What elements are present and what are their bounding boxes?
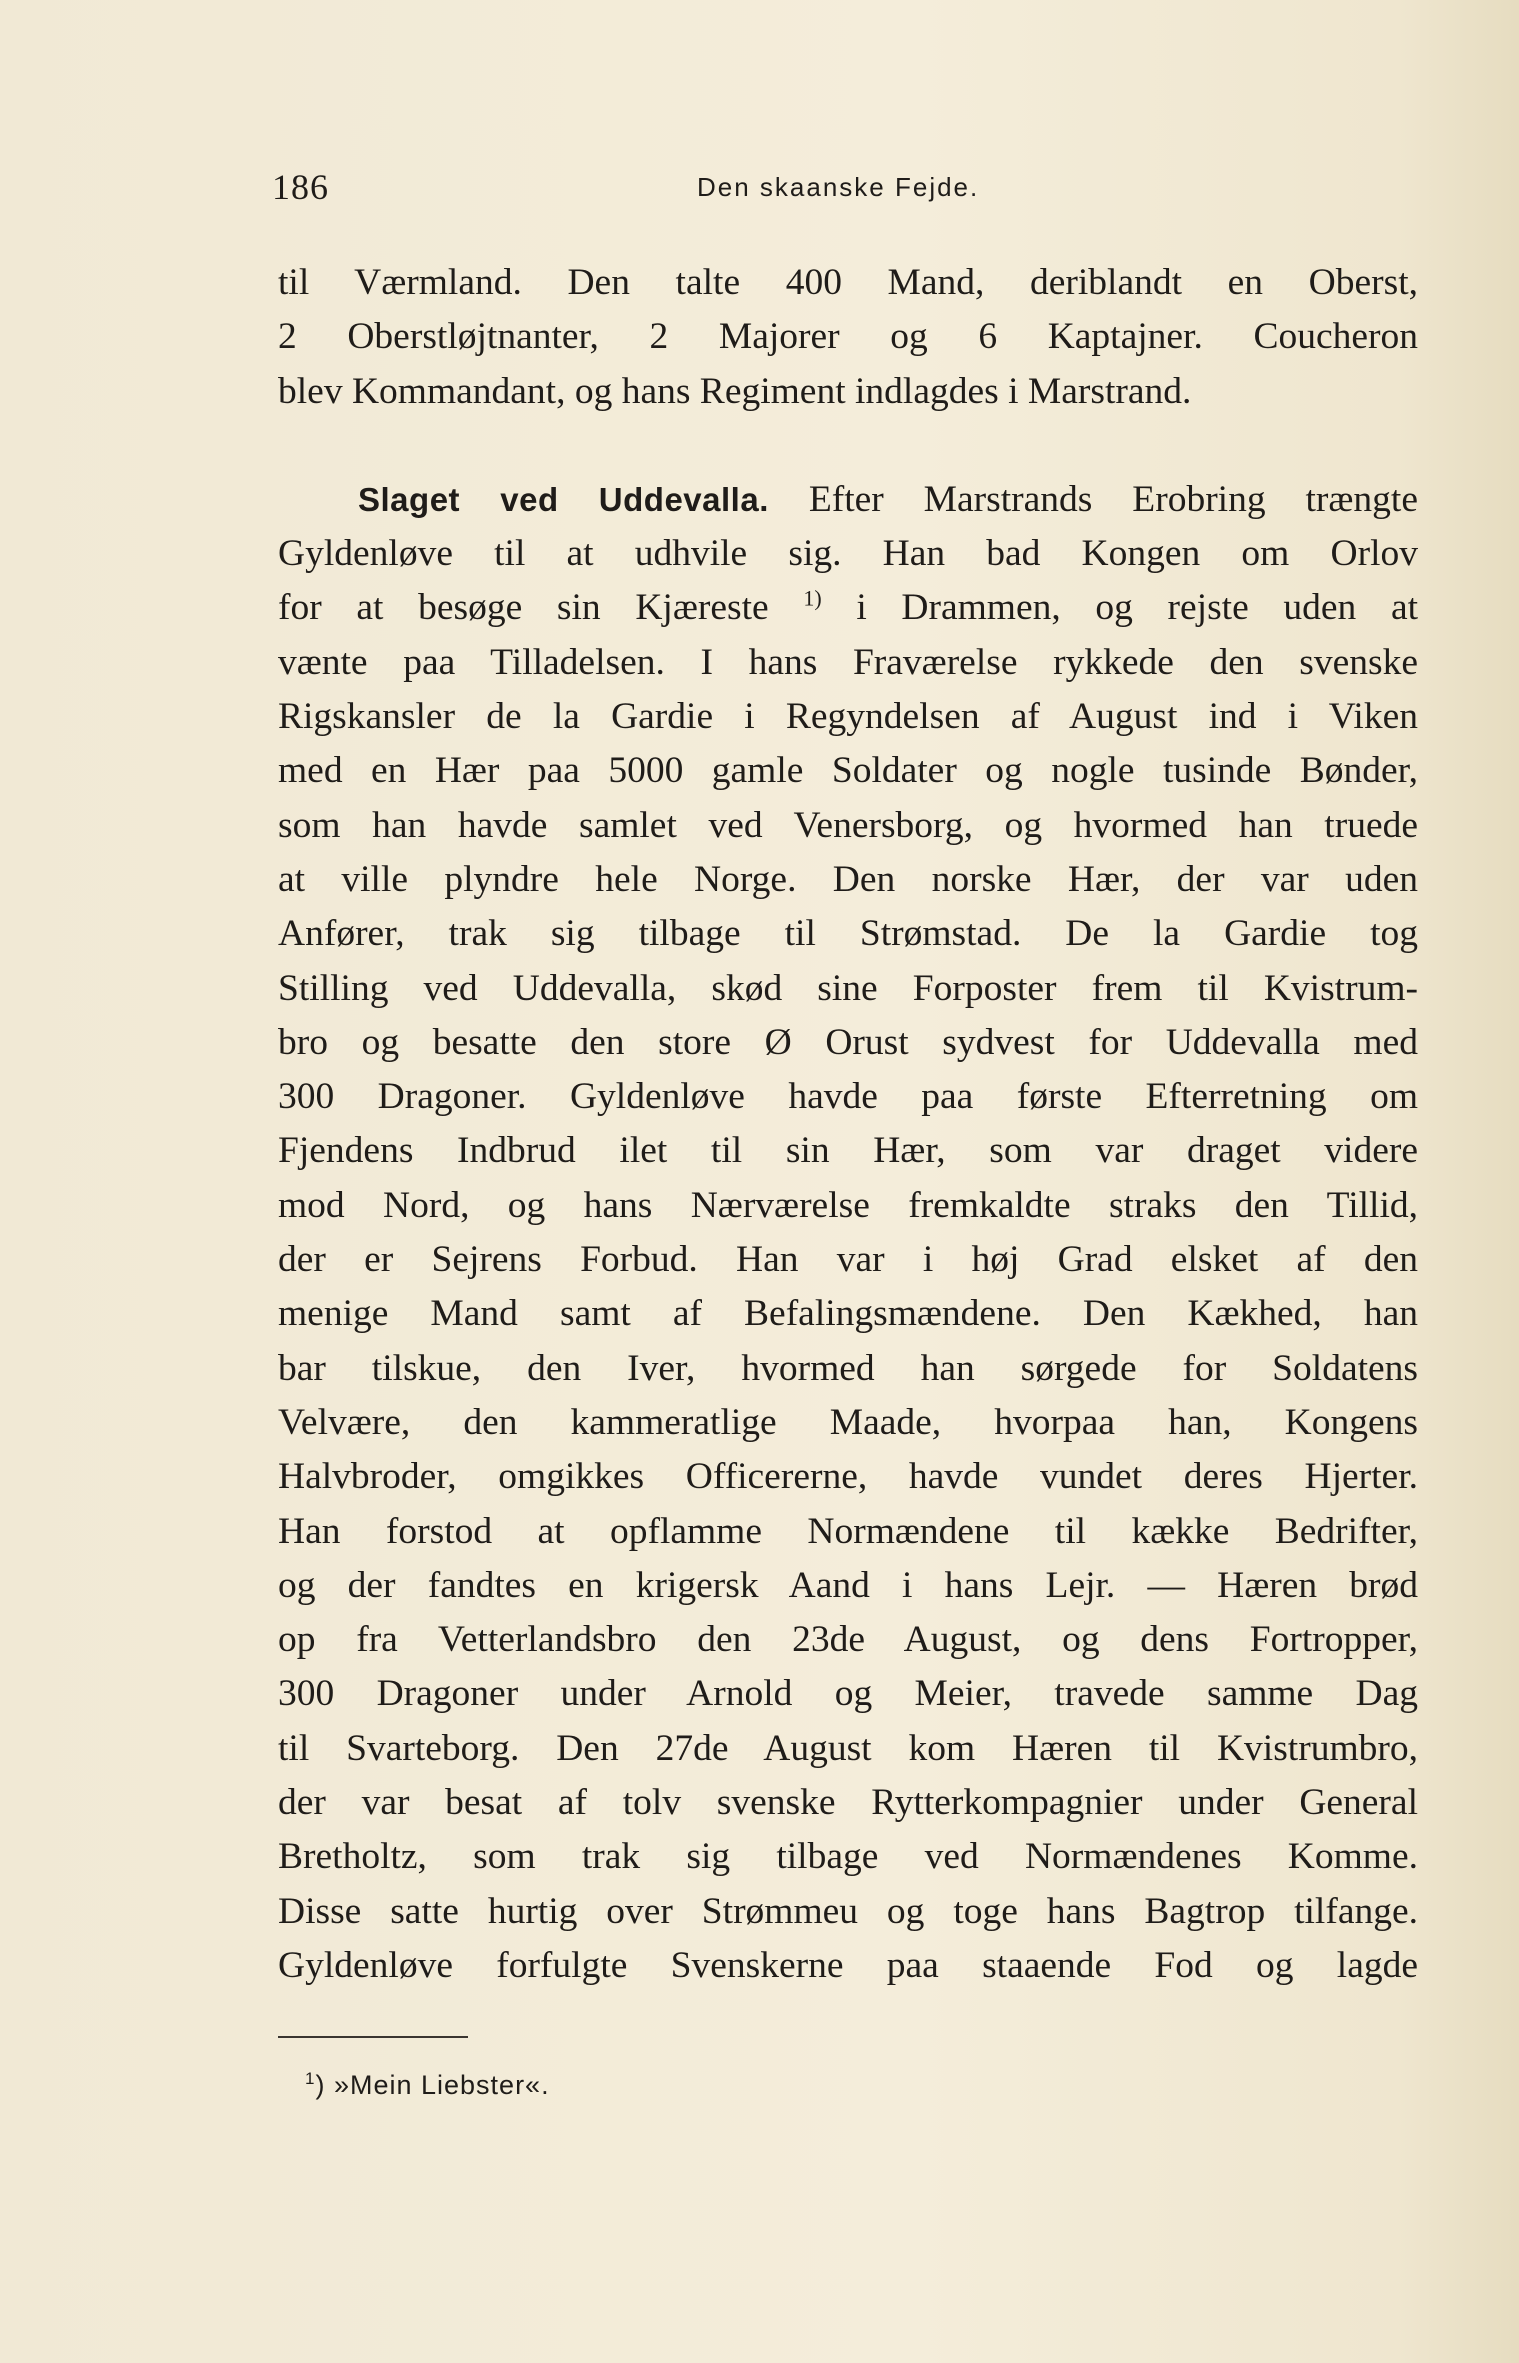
section-heading: Slaget ved Uddevalla.	[358, 480, 769, 518]
text-line: Rigskansler de la Gardie i Regyndelsen af August ind i Viken	[278, 696, 1418, 738]
text-line: vænte paa Tilladelsen. I hans Fraværelse rykkede den svenske	[278, 641, 1418, 683]
text-line: Anfører, trak sig tilbage til Strømstad. De la Gardie tog	[278, 913, 1418, 955]
text-line: til Svarteborg. Den 27de August kom Hæren til Kvistrumbro,	[278, 1727, 1418, 1769]
text-line: der er Sejrens Forbud. Han var i høj Grad elsket af den	[278, 1239, 1418, 1281]
text-line: Gyldenløve forfulgte Svenskerne paa staaende Fod og lagde	[278, 1944, 1418, 1986]
text-line: 2 Oberstløjtnanter, 2 Majorer og 6 Kaptajner. Coucheron	[278, 316, 1418, 358]
footnote-reference: 1)	[803, 585, 822, 611]
page-number: 186	[272, 167, 329, 207]
paragraph-gap	[278, 419, 1418, 473]
text-line: op fra Vetterlandsbro den 23de August, og dens Fortropper,	[278, 1619, 1418, 1661]
footnote-marker: 1	[305, 2069, 316, 2088]
text-line: bar tilskue, den Iver, hvormed han sørgede for Soldatens	[278, 1347, 1418, 1389]
text-line: Stilling ved Uddevalla, skød sine Forposter frem til Kvistrum-	[278, 967, 1418, 1009]
footnote	[305, 2070, 550, 2101]
footnote-divider	[278, 2036, 468, 2038]
text-segment: Efter Marstrands Erobring trængte	[808, 478, 1418, 520]
text-line: Halvbroder, omgikkes Officererne, havde vundet deres Hjerter.	[278, 1456, 1418, 1498]
text-line: at ville plyndre hele Norge. Den norske Hær, der var uden	[278, 858, 1418, 900]
text-line: som han havde samlet ved Venersborg, og hvormed han truede	[278, 804, 1418, 846]
text-line: 300 Dragoner. Gyldenløve havde paa første Efterretning om	[278, 1076, 1418, 1118]
text-segment: for at besøge sin Kjæreste	[278, 587, 769, 629]
text-line: Han forstod at opflamme Normændene til kække Bedrifter,	[278, 1510, 1418, 1552]
text-line	[278, 581, 1418, 635]
text-line: til Værmland. Den talte 400 Mand, deriblandt en Oberst,	[278, 262, 1418, 303]
paragraph-2	[278, 473, 1418, 1993]
text-line: og der fandtes en krigersk Aand i hans Lejr. — Hæren brød	[278, 1564, 1418, 1606]
text-line: med en Hær paa 5000 gamle Soldater og nogle tusinde Bønder,	[278, 750, 1418, 792]
text-line: der var besat af tolv svenske Rytterkompagnier under General	[278, 1782, 1418, 1824]
text-line: Bretholtz, som trak sig tilbage ved Normændenes Komme.	[278, 1836, 1418, 1878]
paragraph-1	[278, 256, 1418, 419]
text-line: bro og besatte den store Ø Orust sydvest for Uddevalla med	[278, 1021, 1418, 1063]
text-line: blev Kommandant, og hans Regiment indlagdes i Marstrand.	[278, 370, 1192, 412]
text-line: Velvære, den kammeratlige Maade, hvorpaa han, Kongens	[278, 1401, 1418, 1443]
text-line: Gyldenløve til at udhvile sig. Han bad Kongen om Orlov	[278, 533, 1418, 575]
running-title: Den skaanske Fejde.	[697, 172, 980, 202]
text-line: menige Mand samt af Befalingsmændene. Den Kækhed, han	[278, 1293, 1418, 1335]
text-line: 300 Dragoner under Arnold og Meier, travede samme Dag	[278, 1673, 1418, 1715]
text-line	[278, 473, 1418, 527]
page-header	[272, 160, 1012, 220]
footnote-text: ) »Mein Liebster«.	[315, 2070, 550, 2100]
text-line: Disse satte hurtig over Strømmeu og toge hans Bagtrop tilfange.	[278, 1890, 1418, 1932]
text-line: Fjendens Indbrud ilet til sin Hær, som var draget videre	[278, 1130, 1418, 1172]
text-segment: i Drammen, og rejste uden at	[856, 587, 1418, 629]
body-text	[278, 256, 1418, 1993]
text-line: mod Nord, og hans Nærværelse fremkaldte straks den Tillid,	[278, 1184, 1418, 1226]
